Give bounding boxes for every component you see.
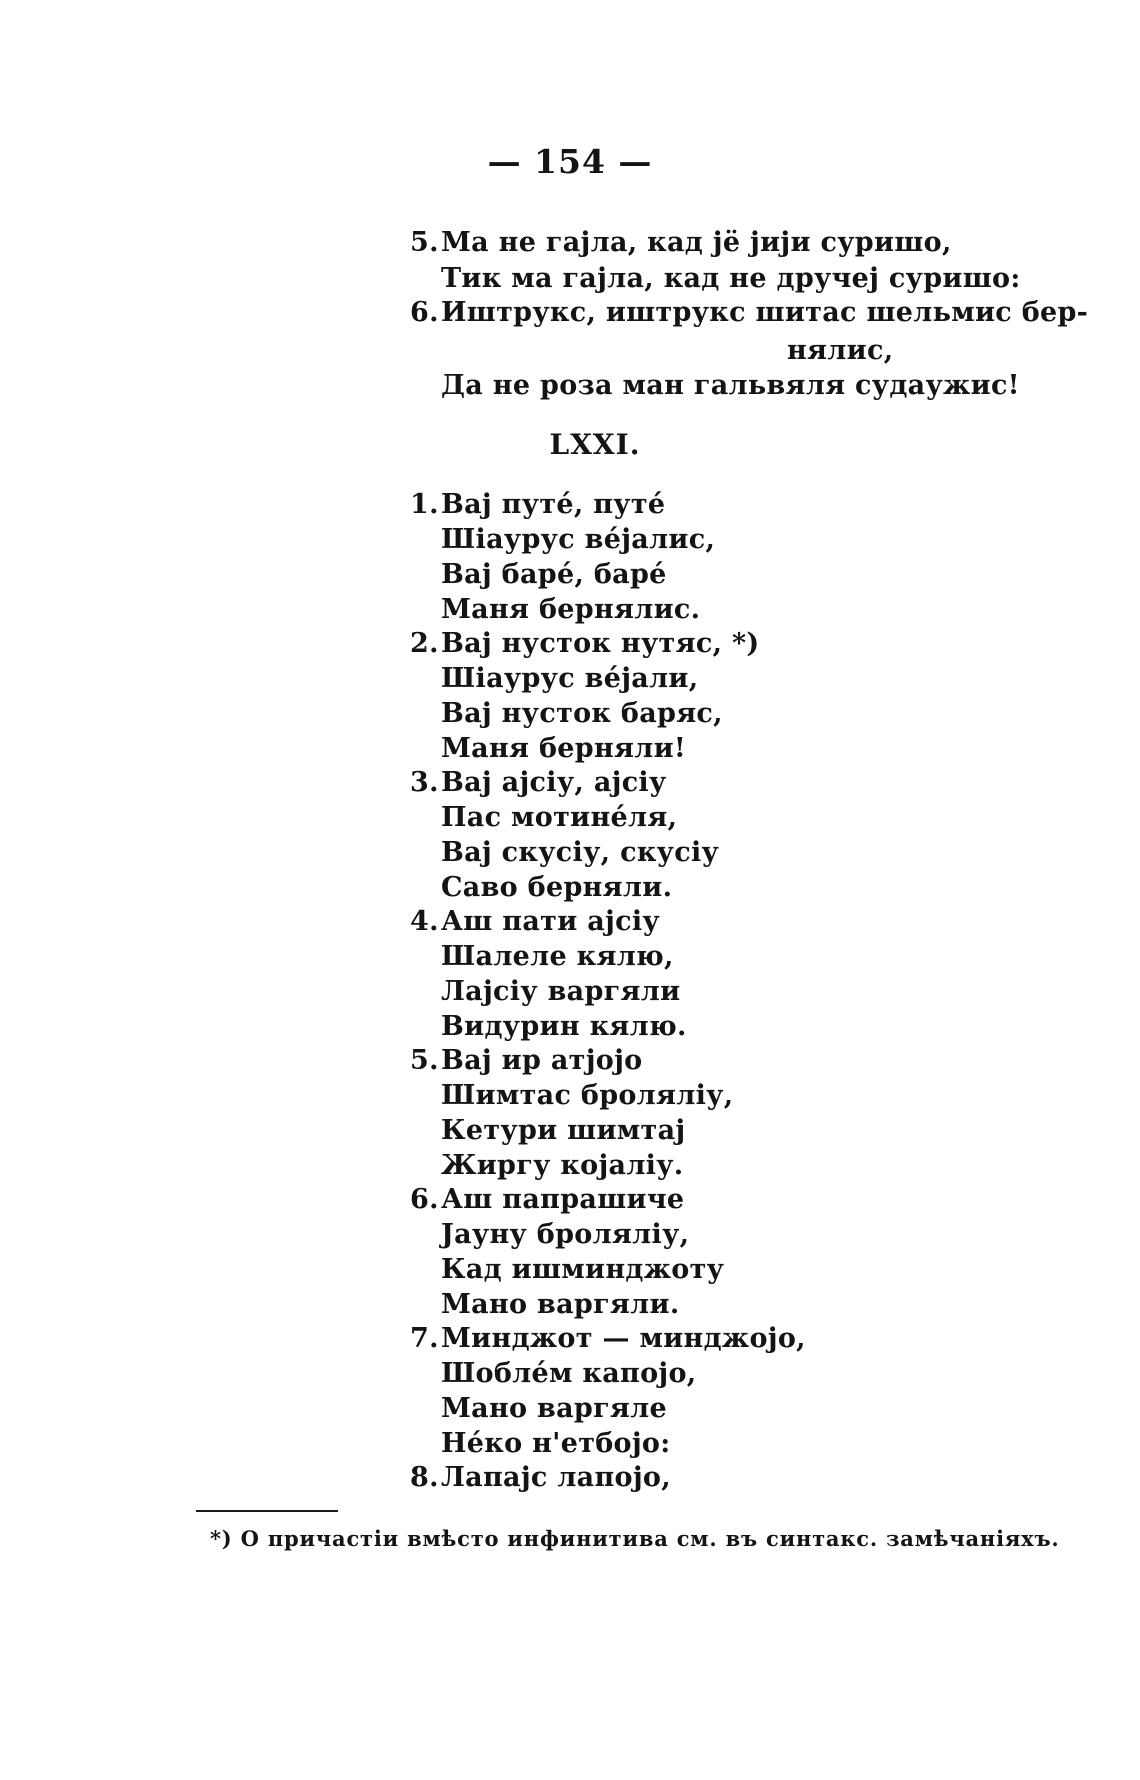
verse-line: Пас мотинéля, <box>441 802 678 833</box>
stanza-number: 4. <box>410 906 439 937</box>
verse-line: Аш папрашиче <box>441 1184 685 1215</box>
verse-line: Лајсіу варгяли <box>441 976 681 1007</box>
verse-line: Маня берняли! <box>441 733 687 764</box>
page-number: — 154 — <box>487 142 653 181</box>
footnote-divider <box>196 1510 338 1512</box>
footnote: *) О причастіи вмѣсто инфинитива см. въ синтакс. замѣчаніяхъ. <box>210 1526 1060 1551</box>
verse-line: Вај нусток баряс, <box>441 698 723 729</box>
verse-line: Кад ишминджоту <box>441 1254 725 1285</box>
verse-line: Видурин кялю. <box>441 1011 687 1042</box>
verse-line: Саво берняли. <box>441 872 673 903</box>
verse-line: Шіаурус вéјали, <box>441 663 699 694</box>
verse-line: Шоблéм капојо, <box>441 1358 697 1389</box>
stanza-number: 2. <box>410 628 439 659</box>
stanza-number: 6. <box>410 1184 439 1215</box>
stanza-number: 8. <box>410 1462 439 1493</box>
verse-line: Лапајс лапојо, <box>441 1462 671 1493</box>
verse-line: Иштрукс, иштрукс шитас шельмис бер- <box>441 297 1089 328</box>
verse-line: Ма не гајла, кад јё јији суришо, <box>441 227 952 258</box>
verse-line-continuation: нялис, <box>787 335 894 366</box>
verse-line: Вај скусіу, скусіу <box>441 837 720 868</box>
verse-line: Нéко н'етбојо: <box>441 1428 671 1459</box>
verse-line: Аш пати ајсіу <box>441 906 660 937</box>
verse-line: Маня бернялис. <box>441 594 701 625</box>
verse-line: Мано варгяле <box>441 1393 667 1424</box>
stanza-number: 6. <box>410 297 439 328</box>
verse-line: Шалеле кялю, <box>441 941 674 972</box>
stanza-number: 5. <box>410 227 439 258</box>
verse-line: Вај барé, барé <box>441 559 667 590</box>
verse-line: Шіаурус вéјалис, <box>441 524 716 555</box>
stanza-number: 3. <box>410 767 439 798</box>
stanza-number: 7. <box>410 1323 439 1354</box>
verse-line: Вај ир атјојо <box>441 1045 643 1076</box>
verse-line: Тик ма гајла, кад не дручеј суришо: <box>441 263 1021 294</box>
verse-line: Кетури шимтај <box>441 1115 686 1146</box>
stanza-number: 1. <box>410 489 439 520</box>
verse-line: Вај ајсіу, ајсіу <box>441 767 667 798</box>
verse-line: Да не роза ман гальвяля судаужис! <box>441 370 1020 401</box>
verse-line: Минджот — минджојо, <box>441 1323 806 1354</box>
verse-line: Шимтас броляліу, <box>441 1080 734 1111</box>
verse-line: Мано варгяли. <box>441 1289 680 1320</box>
section-heading: LXXI. <box>549 428 641 461</box>
stanza-number: 5. <box>410 1045 439 1076</box>
verse-line: Јауну броляліу, <box>441 1219 690 1250</box>
verse-line: Жиргу којаліу. <box>441 1150 684 1181</box>
verse-line: Вај нусток нутяс, *) <box>441 628 760 659</box>
verse-line: Вај путé, путé <box>441 489 666 520</box>
